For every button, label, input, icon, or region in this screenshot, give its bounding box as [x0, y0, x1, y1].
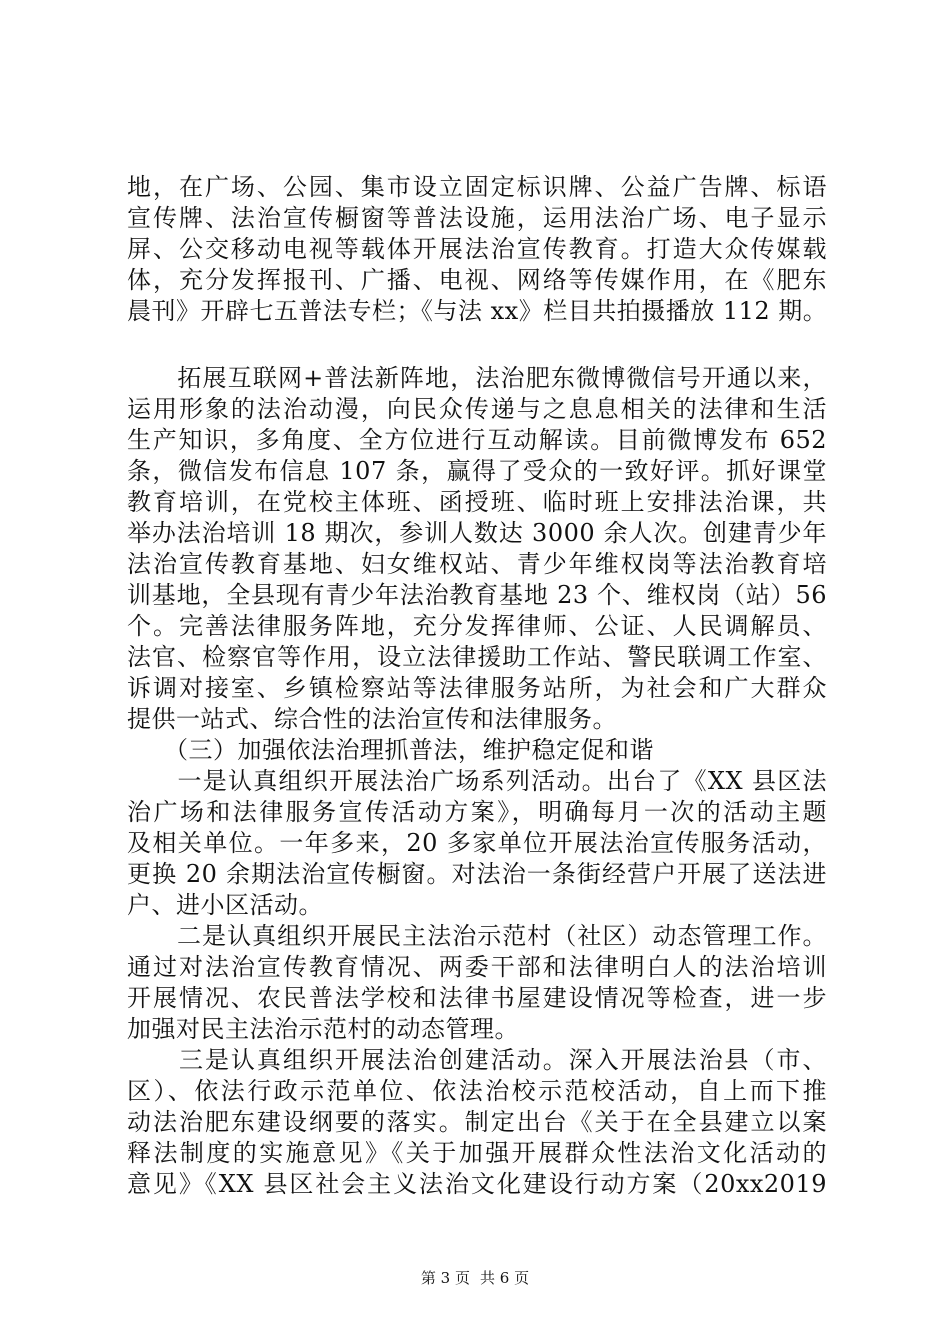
text-line: 开展情况、农民普法学校和法律书屋建设情况等检查，进一步 [127, 984, 827, 1012]
text-line: 更换 20 余期法治宣传橱窗。对法治一条街经营户开展了送法进 [127, 860, 827, 888]
text-line: 运用形象的法治动漫，向民众传递与之息息相关的法律和生活 [127, 395, 827, 423]
text-line: 户、进小区活动。 [127, 891, 323, 919]
text-line: 体，充分发挥报刊、广播、电视、网络等传媒作用，在《肥东 [127, 266, 827, 294]
text-line: 释法制度的实施意见》《关于加强开展群众性法治文化活动的 [127, 1139, 827, 1167]
text-line: 通过对法治宣传教育情况、两委干部和法律明白人的法治培训 [127, 953, 827, 981]
text-line: 一是认真组织开展法治广场系列活动。出台了《XX 县区法 [127, 767, 827, 795]
section-heading: （三）加强依法治理抓普法，维护稳定促和谐 [127, 736, 654, 764]
text-line: 地，在广场、公园、集市设立固定标识牌、公益广告牌、标语 [127, 173, 827, 201]
text-line: 三是认真组织开展法治创建活动。深入开展法治县（市、 [127, 1046, 827, 1074]
page-footer [0, 1268, 950, 1288]
text-line: 晨刊》开辟七五普法专栏；《与法 xx》栏目共拍摄播放 112 期。 [127, 297, 828, 325]
document-body [127, 172, 827, 1200]
text-line: 及相关单位。一年多来，20 多家单位开展法治宣传服务活动， [127, 829, 827, 857]
text-line: 教育培训，在党校主体班、函授班、临时班上安排法治课，共 [127, 488, 827, 516]
text-line: 个。完善法律服务阵地，充分发挥律师、公证、人民调解员、 [127, 612, 827, 640]
text-line: 宣传牌、法治宣传橱窗等普法设施，运用法治广场、电子显示 [127, 204, 827, 232]
text-line: 治广场和法律服务宣传活动方案》，明确每月一次的活动主题 [127, 798, 827, 826]
text-line: 举办法治培训 18 期次，参训人数达 3000 余人次。创建青少年 [127, 519, 827, 547]
paragraph-gap [127, 327, 827, 363]
paragraph-1 [127, 172, 827, 327]
page-total: 共 6 页 [480, 1269, 530, 1287]
text-line: 条，微信发布信息 107 条，赢得了受众的一致好评。抓好课堂 [127, 457, 827, 485]
text-line: 法官、检察官等作用，设立法律援助工作站、警民联调工作室、 [127, 643, 827, 671]
text-line: 屏、公交移动电视等载体开展法治宣传教育。打造大众传媒载 [127, 235, 827, 263]
paragraph-4 [127, 921, 827, 1045]
text-line: 生产知识，多角度、全方位进行互动解读。目前微博发布 652 [127, 426, 827, 454]
paragraph-3 [127, 766, 827, 921]
text-line: 区）、依法行政示范单位、依法治校示范校活动，自上而下推 [127, 1077, 827, 1105]
text-line: 拓展互联网+普法新阵地，法治肥东微博微信号开通以来， [127, 364, 827, 392]
paragraph-5 [127, 1045, 827, 1200]
text-line: 加强对民主法治示范村的动态管理。 [127, 1015, 519, 1043]
text-line: 提供一站式、综合性的法治宣传和法律服务。 [127, 705, 617, 733]
text-line: 动法治肥东建设纲要的落实。制定出台《关于在全县建立以案 [127, 1108, 827, 1136]
text-line: 训基地，全县现有青少年法治教育基地 23 个、维权岗（站）56 [127, 581, 827, 609]
text-line: 法治宣传教育基地、妇女维权站、青少年维权岗等法治教育培 [127, 550, 827, 578]
text-line: 诉调对接室、乡镇检察站等法律服务站所，为社会和广大群众 [127, 674, 827, 702]
text-line: 二是认真组织开展民主法治示范村（社区）动态管理工作。 [127, 922, 827, 950]
text-line: 意见》《XX 县区社会主义法治文化建设行动方案（20xx2019 [127, 1170, 827, 1198]
page-number: 第 3 页 [420, 1269, 470, 1287]
paragraph-2 [127, 363, 827, 735]
